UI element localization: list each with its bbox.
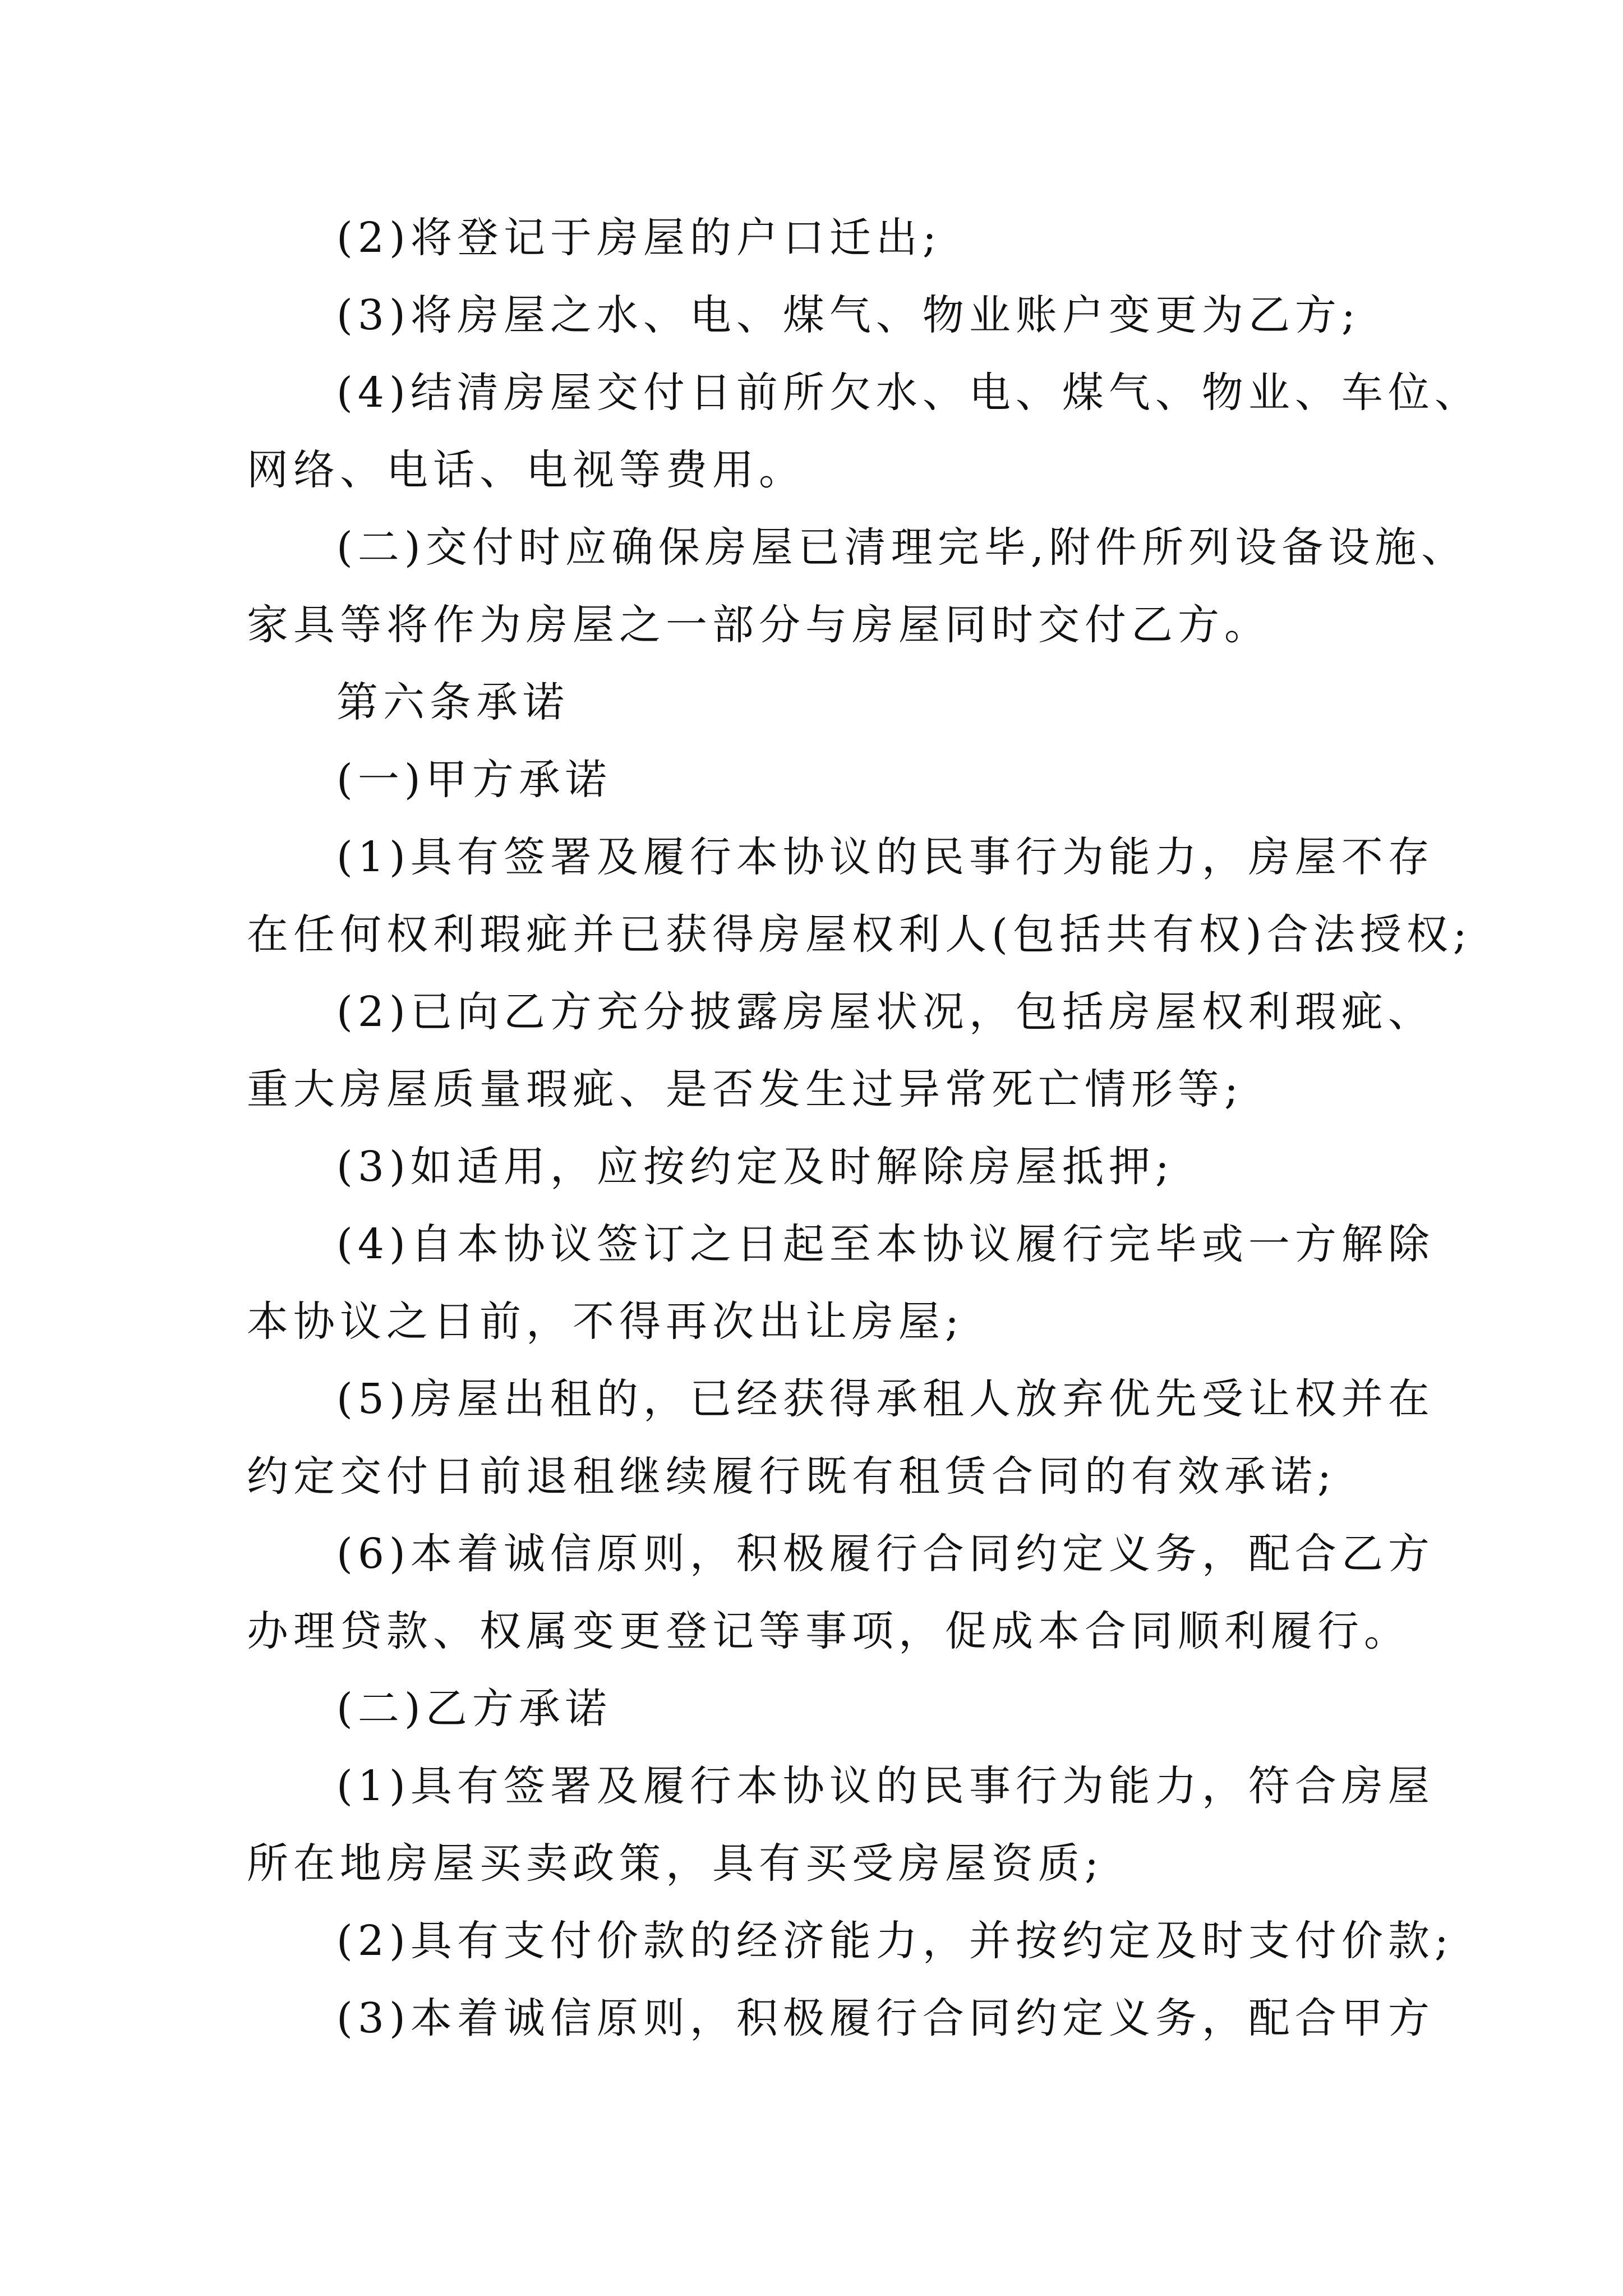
text-line: (2)具有支付价款的经济能力，并按约定及时支付价款; <box>336 1917 1454 1965</box>
text-line: (3)将房屋之水、电、煤气、物业账户变更为乙方; <box>336 291 1361 339</box>
text-line: 所在地房屋买卖政策，具有买受房屋资质; <box>247 1839 1104 1888</box>
text-line: (5)房屋出租的，已经获得承租人放弃优先受让权并在 <box>336 1375 1435 1423</box>
subsection-heading: (二)乙方承诺 <box>336 1685 612 1733</box>
text-line: 在任何权利瑕疵并已获得房屋权利人(包括共有权)合法授权; <box>247 910 1472 959</box>
text-line: (4)自本协议签订之日起至本协议履行完毕或一方解除 <box>336 1220 1435 1268</box>
text-line: 办理贷款、权属变更登记等事项，促成本合同顺利履行。 <box>247 1607 1410 1655</box>
subsection-heading: (一)甲方承诺 <box>336 756 612 804</box>
text-line: (1)具有签署及履行本协议的民事行为能力，符合房屋 <box>336 1762 1435 1810</box>
text-line: 重大房屋质量瑕疵、是否发生过异常死亡情形等; <box>247 1065 1243 1114</box>
text-line: (3)本着诚信原则，积极履行合同约定义务，配合甲方 <box>336 1994 1435 2042</box>
text-line: 家具等将作为房屋之一部分与房屋同时交付乙方。 <box>247 601 1271 649</box>
text-line: 约定交付日前退租继续履行既有租赁合同的有效承诺; <box>247 1452 1336 1501</box>
text-line: 网络、电话、电视等费用。 <box>247 446 805 494</box>
text-line: (3)如适用，应按约定及时解除房屋抵押; <box>336 1143 1174 1191</box>
section-heading: 第六条承诺 <box>336 678 569 726</box>
text-line: (2)将登记于房屋的户口迁出; <box>336 214 942 262</box>
text-line: 本协议之日前，不得再次出让房屋; <box>247 1297 964 1346</box>
text-line: (6)本着诚信原则，积极履行合同约定义务，配合乙方 <box>336 1530 1435 1578</box>
text-line: (4)结清房屋交付日前所欠水、电、煤气、物业、车位、 <box>336 369 1481 417</box>
text-line: (二)交付时应确保房屋已清理完毕,附件所列设备设施、 <box>336 523 1468 572</box>
text-line: (2)已向乙方充分披露房屋状况，包括房屋权利瑕疵、 <box>336 988 1435 1036</box>
document-body <box>247 199 1481 2057</box>
text-line: (1)具有签署及履行本协议的民事行为能力，房屋不存 <box>336 833 1435 881</box>
